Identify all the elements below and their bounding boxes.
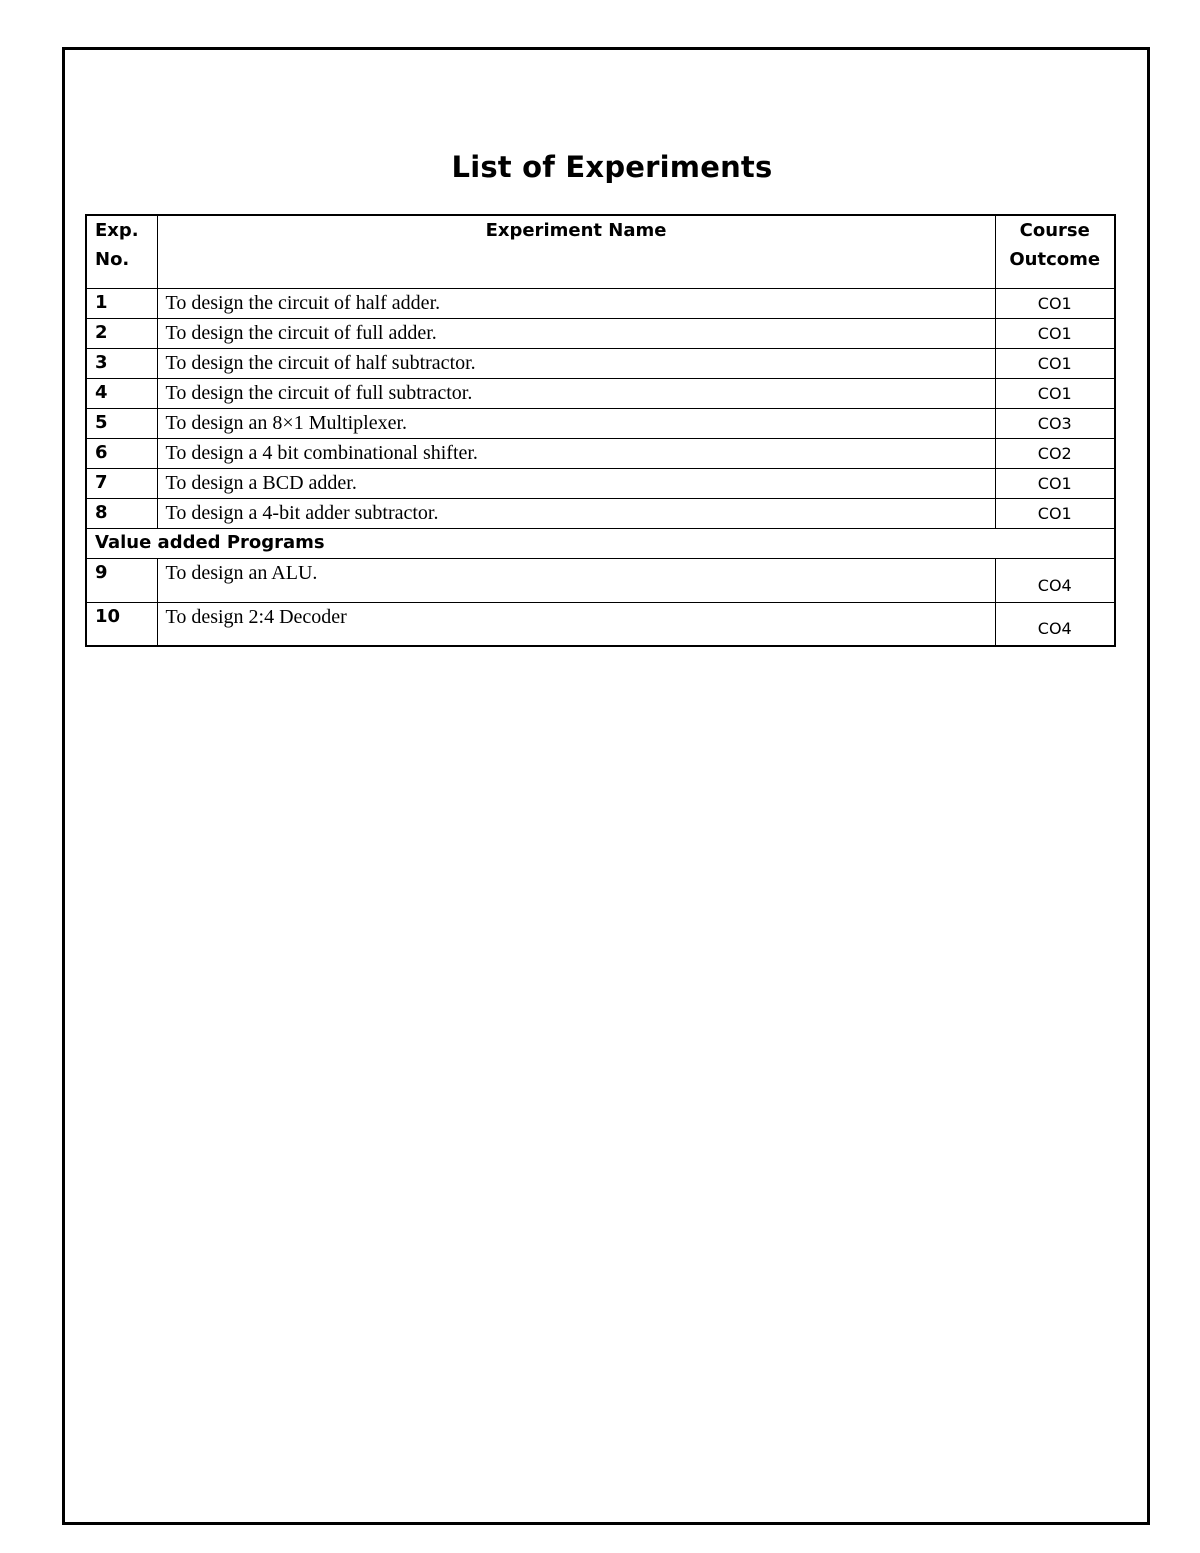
table-row (86, 288, 1115, 318)
exp-no-cell: 10 (86, 602, 157, 646)
table-row (86, 602, 1115, 646)
exp-no-cell: 1 (86, 288, 157, 318)
header-experiment-name: Experiment Name (157, 215, 995, 288)
header-course-outcome: Course Outcome (995, 215, 1115, 288)
experiment-name-cell: To design 2:4 Decoder (157, 602, 995, 646)
course-outcome-cell: CO1 (995, 348, 1115, 378)
course-outcome-cell: CO4 (995, 558, 1115, 602)
experiment-name-cell: To design the circuit of full subtractor. (157, 378, 995, 408)
course-outcome-cell: CO1 (995, 378, 1115, 408)
page-title: List of Experiments (451, 150, 773, 184)
table-header-row (86, 215, 1115, 288)
table-row (86, 378, 1115, 408)
table-row (86, 318, 1115, 348)
experiment-name-cell: To design the circuit of full adder. (157, 318, 995, 348)
table-row (86, 408, 1115, 438)
experiment-name-cell: To design an 8×1 Multiplexer. (157, 408, 995, 438)
experiment-name-cell: To design the circuit of half subtractor. (157, 348, 995, 378)
experiment-name-cell: To design a 4 bit combinational shifter. (157, 438, 995, 468)
course-outcome-cell: CO1 (995, 288, 1115, 318)
section-row (86, 528, 1115, 558)
course-outcome-cell: CO3 (995, 408, 1115, 438)
experiment-name-cell: To design the circuit of half adder. (157, 288, 995, 318)
course-outcome-cell: CO2 (995, 438, 1115, 468)
table-row (86, 348, 1115, 378)
table-row (86, 558, 1115, 602)
experiment-name-cell: To design a BCD adder. (157, 468, 995, 498)
exp-no-cell: 2 (86, 318, 157, 348)
course-outcome-cell: CO1 (995, 318, 1115, 348)
course-outcome-cell: CO1 (995, 468, 1115, 498)
experiments-table (85, 214, 1116, 647)
experiment-name-cell: To design an ALU. (157, 558, 995, 602)
section-label: Value added Programs (86, 528, 1115, 558)
exp-no-cell: 9 (86, 558, 157, 602)
exp-no-cell: 6 (86, 438, 157, 468)
exp-no-cell: 3 (86, 348, 157, 378)
exp-no-cell: 5 (86, 408, 157, 438)
table-row (86, 498, 1115, 528)
exp-no-cell: 8 (86, 498, 157, 528)
experiment-name-cell: To design a 4-bit adder subtractor. (157, 498, 995, 528)
exp-no-cell: 7 (86, 468, 157, 498)
course-outcome-cell: CO4 (995, 602, 1115, 646)
header-exp-no: Exp. No. (86, 215, 157, 288)
course-outcome-cell: CO1 (995, 498, 1115, 528)
table-row (86, 438, 1115, 468)
table-row (86, 468, 1115, 498)
exp-no-cell: 4 (86, 378, 157, 408)
